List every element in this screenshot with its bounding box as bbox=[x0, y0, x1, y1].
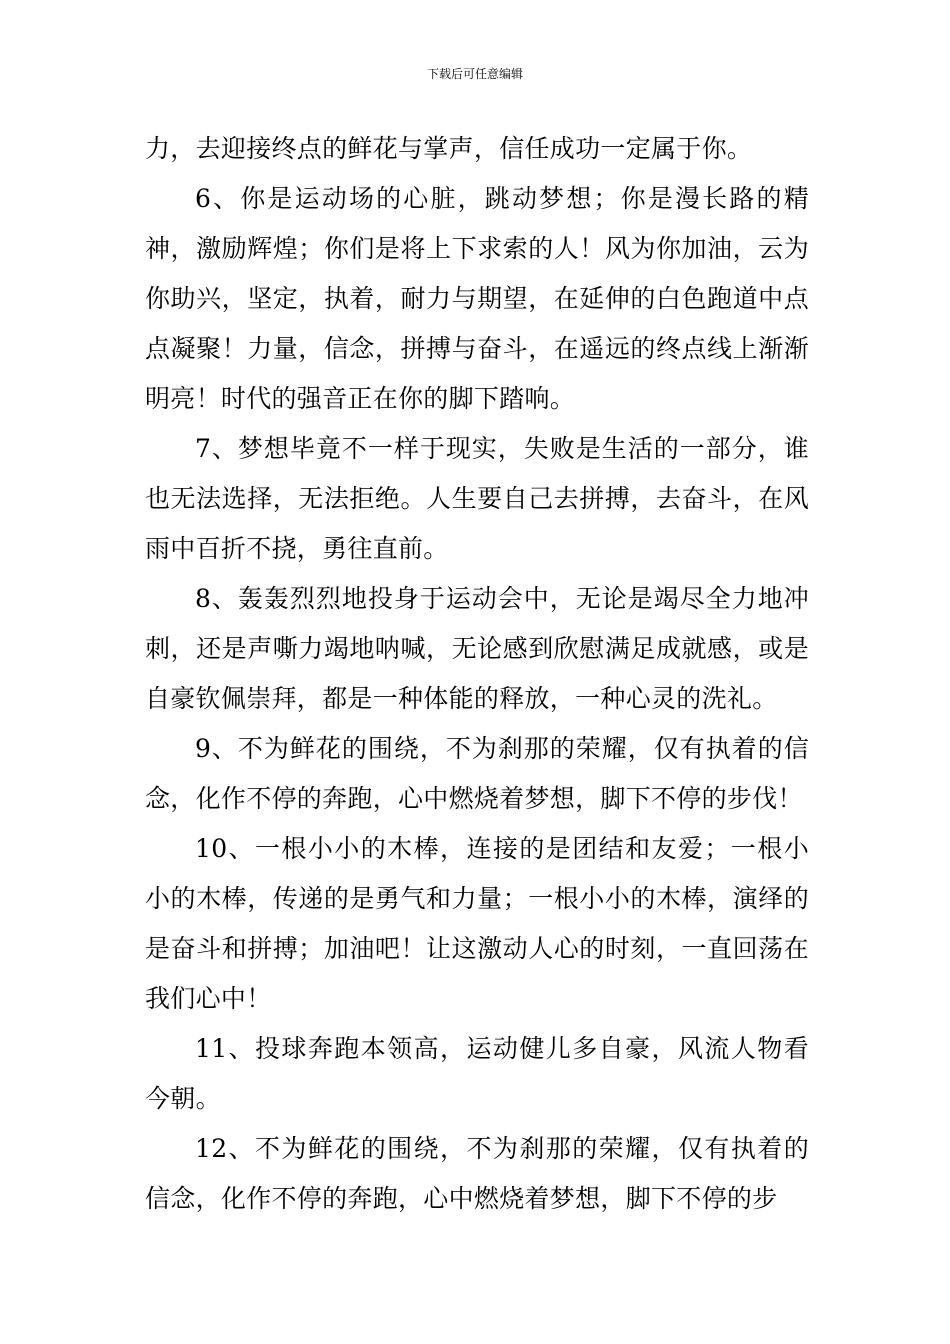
page-header-note: 下载后可任意编辑 bbox=[426, 67, 523, 81]
document-body bbox=[145, 124, 809, 1224]
paragraph-item-8: 8、轰轰烈烈地投身于运动会中，无论是竭尽全力地冲刺，还是声嘶力竭地呐喊，无论感到欣慰满足成就感，或是自豪钦佩崇拜，都是一种体能的释放，一种心灵的洗礼。 bbox=[145, 584, 809, 713]
paragraph-item-9: 9、不为鲜花的围绕，不为刹那的荣耀，仅有执着的信念，化作不停的奔跑，心中燃烧着梦想，脚下不停的步伐！ bbox=[145, 734, 809, 813]
paragraph-item-7: 7、梦想毕竟不一样于现实，失败是生活的一部分，谁也无法选择，无法拒绝。人生要自己去拼搏，去奋斗，在风雨中百折不挠，勇往直前。 bbox=[145, 434, 809, 563]
paragraph-continuation: 力，去迎接终点的鲜花与掌声，信任成功一定属于你。 bbox=[145, 134, 753, 163]
paragraph-item-11: 11、投球奔跑本领高，运动健儿多自豪，风流人物看今朝。 bbox=[145, 1034, 809, 1113]
paragraph-item-6: 6、你是运动场的心脏，跳动梦想；你是漫长路的精神，激励辉煌；你们是将上下求索的人！风为你加油，云为你助兴，坚定，执着，耐力与期望，在延伸的白色跑道中点点凝聚！力量，信念，拼搏与奋斗，在遥远的终点线上渐渐明亮！时代的强音正在你的脚下踏响。 bbox=[145, 184, 809, 413]
paragraph-item-10: 10、一根小小的木棒，连接的是团结和友爱；一根小小的木棒，传递的是勇气和力量；一根小小的木棒，演绎的是奋斗和拼搏；加油吧！让这激动人心的时刻，一直回荡在我们心中！ bbox=[145, 834, 809, 1013]
paragraph-item-12: 12、不为鲜花的围绕，不为刹那的荣耀，仅有执着的信念，化作不停的奔跑，心中燃烧着梦想，脚下不停的步 bbox=[145, 1134, 809, 1213]
